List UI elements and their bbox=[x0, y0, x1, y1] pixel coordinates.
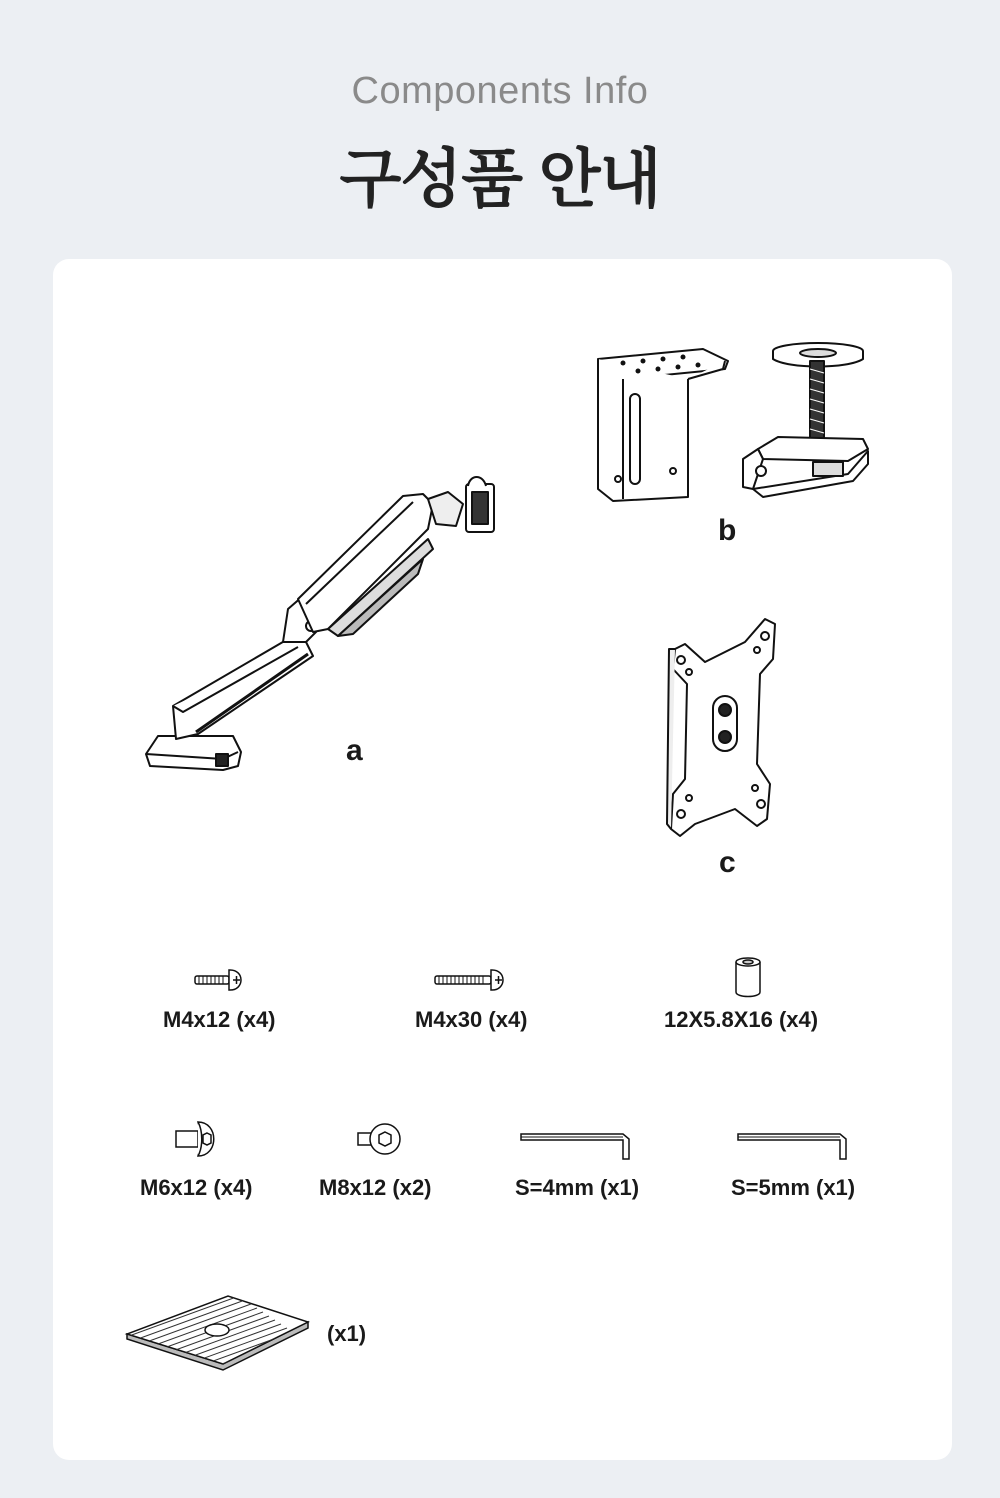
hex-key-icon bbox=[519, 1131, 631, 1161]
screw-icon bbox=[193, 967, 245, 995]
component-label-spacer: 12X5.8X16 (x4) bbox=[664, 1007, 819, 1032]
components-card bbox=[53, 259, 952, 1460]
component-label-c: c bbox=[719, 846, 736, 879]
screw-icon bbox=[433, 967, 507, 995]
component-label-hex-5mm: S=5mm (x1) bbox=[731, 1175, 856, 1200]
desk-clamp-icon bbox=[593, 339, 878, 509]
component-label-a: a bbox=[346, 734, 363, 767]
hex-bolt-icon bbox=[355, 1119, 401, 1159]
spacer-icon bbox=[733, 956, 763, 1000]
component-label-m4x12: M4x12 (x4) bbox=[163, 1007, 276, 1032]
component-label-b: b bbox=[718, 514, 737, 547]
hex-bolt-icon bbox=[173, 1119, 219, 1159]
vesa-plate-icon bbox=[665, 614, 785, 839]
page-title: 구성품 안내 bbox=[339, 143, 661, 215]
component-label-m6x12: M6x12 (x4) bbox=[140, 1175, 253, 1200]
base-pad-icon bbox=[123, 1292, 313, 1374]
monitor-arm-icon bbox=[138, 464, 508, 784]
hex-key-icon bbox=[736, 1131, 848, 1161]
component-label-hex-4mm: S=4mm (x1) bbox=[515, 1175, 640, 1200]
page-subtitle: Components Info bbox=[351, 70, 649, 112]
component-label-m8x12: M8x12 (x2) bbox=[319, 1175, 432, 1200]
component-label-m4x30: M4x30 (x4) bbox=[415, 1007, 528, 1032]
component-label-base-pad: (x1) bbox=[327, 1321, 367, 1346]
